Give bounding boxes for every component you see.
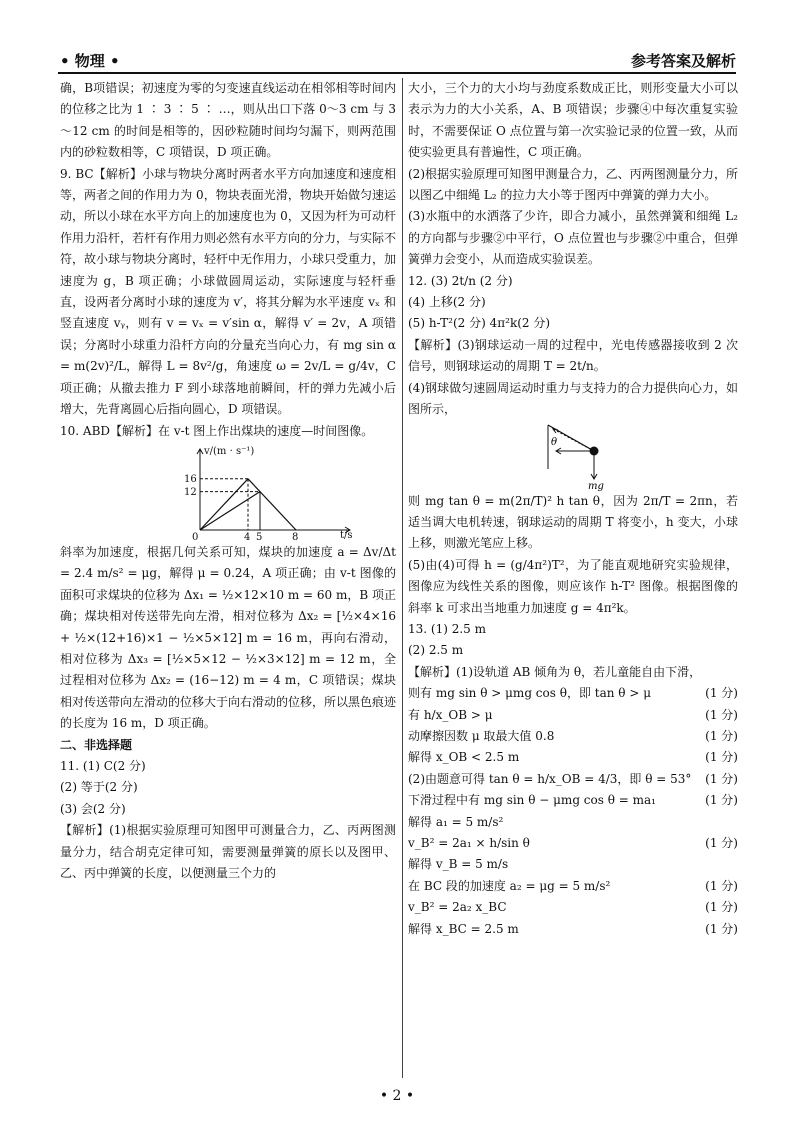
step-text: v_B² = 2a₁ × h/sin θ [408,836,530,850]
step-text: 则有 mg sin θ > μmg cos θ，即 tan θ > μ [408,686,651,701]
step-text: 解得 x_BC = 2.5 m [408,921,519,936]
right-column [408,78,738,940]
vt-xtick-4: 4 [244,531,251,542]
q13-step [408,876,738,897]
q13-answer-2: (2) 2.5 m [408,643,464,658]
force-diagram [408,421,738,491]
step-score: (1 分) [705,878,738,893]
q12-explanation-4: (5)由(4)可得 h = (g/4π²)T²，为了能直观地研究实验规律，图像应为线性关系的图像，则应该作 h-T² 图像。根据图像的斜率 k 可求出当地重力加速度 g = 4π²k。 [408,557,738,615]
page-number: • 2 • [379,1088,415,1104]
q11-answer-3: (3) 会(2 分) [60,801,126,816]
column-divider [402,78,403,1078]
mg-label: mg [588,480,604,491]
q13-answer-1: 13. (1) 2.5 m [408,621,486,636]
step-text: 解得 v_B = 5 m/s [408,857,509,872]
step-score: (1 分) [705,686,738,701]
header-subject: • 物理 • [60,52,120,70]
q12-explanation-3: 则 mg tan θ = m(2π/T)² h tan θ，因为 2π/T = 2πn，若适当调大电机转速，钢球运动的周期 T 将变小，h 变大，小球上移，则激光笔应上移。 [408,493,738,551]
vt-ytick-12: 12 [184,486,197,498]
q13-step [408,812,738,833]
header-rule [58,72,736,74]
q11-explanation-2: (2)根据实验原理可知图甲测量合力，乙、丙两图测量分力，所以图乙中细绳 L₂ 的拉力大小等于图丙中弹簧的弹力大小。 [408,166,738,203]
theta-label: θ [551,436,558,448]
step-score: (1 分) [705,750,738,765]
q12-answer-3: (5) h-T²(2 分) 4π²k(2 分) [408,316,551,331]
q13-step [408,897,738,918]
step-text: 有 h/x_OB > μ [408,707,493,722]
vt-ytick-16: 16 [184,473,197,485]
q13-step [408,790,738,811]
q11-explanation-3: (3)水瓶中的水洒落了少许，即合力减小，虽然弹簧和细绳 L₂ 的方向都与步骤②中平行，O 点位置也与步骤②中重合，但弹簧弹力会变小，从而造成实验误差。 [408,209,738,267]
step-score: (1 分) [705,900,738,915]
q13-step [408,854,738,875]
q13-step [408,833,738,854]
q13-step [408,705,738,726]
vt-graph [60,442,396,542]
vt-xtick-5: 5 [256,531,263,542]
step-score: (1 分) [705,707,738,722]
step-text: (2)由题意可得 tan θ = h/x_OB = 4/3，即 θ = 53° [408,771,692,786]
section-2-heading: 二、非选择题 [60,737,133,752]
step-score: (1 分) [705,771,738,786]
q11-explanation-cont: 大小，三个力的大小均与劲度系数成正比，则形变量大小可以表示为力的大小关系，A、B 项错误；步骤④中每次重复实验时，不需要保证 O 点位置与第一次实验记录的位置一致，从而使实验更具有普遍性，C 项正确。 [408,81,738,160]
q12-answer-1: 12. (3) 2t/n (2 分) [408,273,513,288]
q9-text: 9. BC【解析】小球与物块分离时两者水平方向加速度和速度相等，两者之间的作用力为 0，物块表面光滑，物块开始做匀速运动，所以小球在水平方向上的加速度也为 0，又因为杆为可动杆作用力沿杆，若杆有作用力则必然有水平方向的分力，与实际不符，故小球与物块分离时，轻杆中无作用力，小球只受重力，加速度为 g，B 项正确；小球做圆周运动，实际速度与轻杆垂直，设两者分离时小球的速度为 v′，将其分解为水平速度 vₓ 和竖直速度 vᵧ，则有 v = vₓ = v′sin α，解得 v′ = 2v，A 项错误；分离时小球重力沿杆方向的分量充当向心力，有 mg sin α = m(2v)²/L，解得 L = 8v²/g，角速度 ω = 2v/L = g/4v，C 项正确；从撤去推力 F 到小球落地前瞬间，杆的弹力先减小后增大，先背离圆心后指向圆心，D 项错误。 [60,166,397,417]
step-text: 解得 a₁ = 5 m/s² [408,814,504,829]
step-text: 下滑过程中有 mg sin θ − μmg cos θ = ma₁ [408,793,656,808]
q11-answer-1: 11. (1) C(2 分) [60,758,146,773]
left-column [60,78,396,884]
q11-explanation: 【解析】(1)根据实验原理可知图甲可测量合力，乙、丙两图测量分力，结合胡克定律可知，需要测量弹簧的原长以及图甲、乙、丙中弹簧的长度，以便测量三个力的 [60,823,396,880]
q13-step [408,769,738,790]
step-text: 动摩擦因数 μ 取最大值 0.8 [408,728,555,743]
q8-text: 确，B项错误；初速度为零的匀变速直线运动在相邻相等时间内的位移之比为 1 ∶ 3 ∶ 5 ∶ …，则从出口下落 0～3 cm 与 3～12 cm 的时间是相等的，因砂粒随时间均匀漏下，则两范围内的砂粒数相等，C 项错误，D 项正确。 [60,81,396,160]
header-title: 参考答案及解析 [630,52,736,70]
vt-xtick-8: 8 [292,531,299,542]
q11-answer-2: (2) 等于(2 分) [60,780,138,795]
q13-step [408,747,738,768]
vt-xtick-0: 0 [192,531,199,542]
step-text: 解得 x_OB < 2.5 m [408,750,520,765]
step-score: (1 分) [705,921,738,936]
step-score: (1 分) [705,728,738,743]
vt-xlabel: t/s [340,529,353,541]
step-text: 在 BC 段的加速度 a₂ = μg = 5 m/s² [408,878,611,893]
step-score: (1 分) [705,793,738,808]
q13-explanation: 【解析】(1)设轨道 AB 倾角为 θ，若儿童能自由下滑， [408,664,702,679]
q10-text: 10. ABD【解析】在 v-t 图上作出煤块的速度—时间图像。 [60,423,374,438]
q12-explanation-2: (4)钢球做匀速圆周运动时重力与支持力的合力提供向心力，如图所示， [408,380,738,417]
q10-explanation: 斜率为加速度，根据几何关系可知，煤块的加速度 a = Δv/Δt = 2.4 m/s² = μg，解得 μ = 0.24，A 项正确；由 v-t 图像的面积可求煤块的位移为 Δx₁ = ½×12×10 m = 60 m，B 项正确；煤块相对传送带先向左滑，相对位移为 Δx₂ = [½×4×16 + ½×(12+16)×1 − ½×5×12] m = 16 m，再向右滑动，相对位移为 Δx₃ = [½×5×12 − ½×3×12] m = 12 m，全过程相对位移为 Δx₂ = (16−12) m = 4 m，C 项错误；煤块相对传送带向左滑动的位移大于向右滑动的位移，所以黑色痕迹的长度为 16 m，D 项正确。 [60,544,397,731]
q12-explanation-1: 【解析】(3)钢球运动一周的过程中，光电传感器接收到 2 次信号，则钢球运动的周期 T = 2t/n。 [408,337,738,374]
q13-step [408,726,738,747]
q12-answer-2: (4) 上移(2 分) [408,295,486,310]
q13-step [408,683,738,704]
step-text: v_B² = 2a₂ x_BC [408,900,507,915]
q13-step [408,919,738,940]
step-score: (1 分) [705,836,738,850]
vt-ylabel: v/(m · s⁻¹) [204,445,255,457]
